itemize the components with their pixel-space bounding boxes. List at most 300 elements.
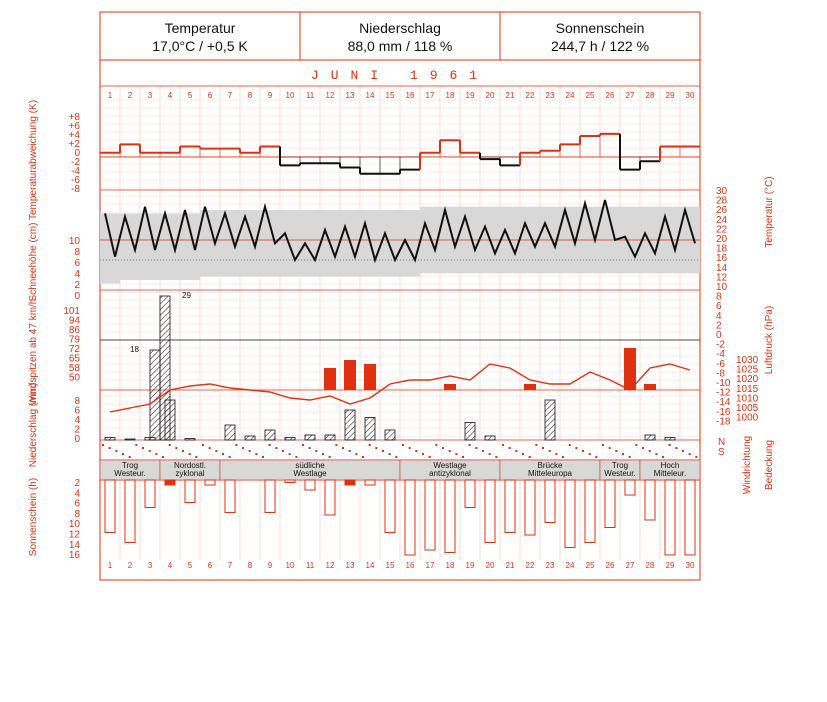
weather-type-label: zyklonal xyxy=(175,469,205,478)
sunshine-bar xyxy=(145,480,155,508)
temp-title: Temperatur xyxy=(164,20,236,36)
day-label: 26 xyxy=(605,91,615,100)
day-label: 11 xyxy=(305,561,315,570)
sunshine-bar xyxy=(185,480,195,503)
temp-dev-bar xyxy=(340,157,360,168)
day-label: 22 xyxy=(525,91,535,100)
sunshine-bar xyxy=(305,480,315,490)
wind-dir-dot xyxy=(622,453,624,455)
wind-dir-dot xyxy=(322,453,324,455)
tick-temperature: 22 xyxy=(716,224,728,236)
day-label: 15 xyxy=(385,91,395,100)
temp-dev-bar xyxy=(120,144,140,157)
wind-dir-dot xyxy=(349,450,351,452)
tick-temperature: 18 xyxy=(716,243,728,255)
tick-wind: 79 xyxy=(68,334,80,346)
tick-sun: 14 xyxy=(68,539,80,551)
tick-temperature: -14 xyxy=(716,397,731,409)
weather-type-label: antizyklonal xyxy=(429,469,471,478)
tick-wind-dir: S xyxy=(718,447,725,458)
weather-type-label: Nordostl. xyxy=(173,461,207,470)
tick-snow: 4 xyxy=(74,269,80,280)
wind-dir-dot xyxy=(582,450,584,452)
wind-dir-dot xyxy=(695,456,697,458)
sunshine-bar xyxy=(525,480,535,535)
axis-label-temp-dev: Temperaturabweichung (K) xyxy=(28,99,39,221)
day-label: 13 xyxy=(345,91,355,100)
wind-dir-dot xyxy=(135,444,137,446)
sunshine-bar xyxy=(265,480,275,513)
day-label: 29 xyxy=(665,561,675,570)
wind-dir-dot xyxy=(489,453,491,455)
temp-dev-bar xyxy=(580,136,600,157)
wind-dir-dot xyxy=(675,447,677,449)
sunshine-bar xyxy=(205,480,215,485)
pressure-bar xyxy=(324,368,336,390)
wind-dir-dot xyxy=(342,447,344,449)
wind-dir-dot xyxy=(222,453,224,455)
wind-dir-dot xyxy=(189,453,191,455)
wind-dir-dot xyxy=(355,453,357,455)
day-label: 6 xyxy=(207,91,213,100)
wind-dir-dot xyxy=(129,456,131,458)
tick-temperature: 26 xyxy=(716,205,728,217)
weather-type-label: Mitteleur. xyxy=(653,469,687,478)
sunshine-bar xyxy=(685,480,695,555)
sunshine-bar xyxy=(485,480,495,543)
temp-dev-bar xyxy=(380,157,400,174)
wind-dir-dot xyxy=(615,450,617,452)
sunshine-bar xyxy=(585,480,595,543)
tick-temp-dev: 0 xyxy=(74,148,80,159)
wind-dir-dot xyxy=(655,453,657,455)
tick-temperature: 10 xyxy=(716,282,728,293)
sunshine-bar xyxy=(665,480,675,555)
pressure-bar xyxy=(624,348,636,390)
day-label: 2 xyxy=(127,91,133,100)
day-label: 1 xyxy=(107,561,113,570)
sunshine-bar xyxy=(385,480,395,533)
day-label: 16 xyxy=(405,561,415,570)
day-label: 9 xyxy=(267,561,273,570)
wind-dir-dot xyxy=(575,447,577,449)
tick-temp-dev: +8 xyxy=(68,112,80,123)
day-label: 20 xyxy=(485,561,495,570)
tick-wind: 65 xyxy=(68,353,80,365)
day-label: 14 xyxy=(365,91,375,100)
weather-type-label: Westeur. xyxy=(114,469,146,478)
sunshine-bar xyxy=(365,480,375,485)
sunshine-bar xyxy=(345,480,355,485)
day-label: 21 xyxy=(505,91,515,100)
tick-pressure: 1005 xyxy=(736,403,759,414)
wind-dir-dot xyxy=(475,447,477,449)
pressure-bar xyxy=(644,384,656,390)
sunshine-bar xyxy=(445,480,455,553)
day-label: 5 xyxy=(187,91,193,100)
sunshine-bar xyxy=(105,480,115,533)
normal-range-band xyxy=(300,210,320,277)
wind-dir-dot xyxy=(369,444,371,446)
wind-dir-dot xyxy=(409,447,411,449)
precip-bar xyxy=(545,400,555,440)
precip-bar xyxy=(105,438,115,441)
wind-dir-dot xyxy=(209,447,211,449)
tick-temp-dev: +4 xyxy=(68,130,80,141)
precip-bar xyxy=(345,410,355,440)
precip-bar xyxy=(665,438,675,441)
wind-dir-dot xyxy=(262,456,264,458)
wind-dir-dot xyxy=(229,456,231,458)
tick-pressure: 1020 xyxy=(736,374,759,386)
wind-dir-dot xyxy=(335,444,337,446)
tick-temperature: 20 xyxy=(716,234,728,245)
day-label: 26 xyxy=(605,561,615,570)
pressure-bar xyxy=(524,384,536,390)
sun-value: 244,7 h / 122 % xyxy=(550,38,650,54)
wind-dir-dot xyxy=(249,450,251,452)
wind-dir-dot xyxy=(235,444,237,446)
day-label: 22 xyxy=(525,561,535,570)
weather-type-label: Mitteleuropa xyxy=(527,469,573,478)
axis-label-sun: Sonnenschein (h) xyxy=(28,477,39,557)
wind-dir-dot xyxy=(415,450,417,452)
tick-temperature: -2 xyxy=(716,339,725,351)
wind-dir-dot xyxy=(442,447,444,449)
temp-dev-bar xyxy=(620,157,640,170)
wind-dir-dot xyxy=(449,450,451,452)
precip-bar xyxy=(325,435,335,440)
day-label: 19 xyxy=(465,91,475,100)
wind-dir-dot xyxy=(662,456,664,458)
day-label: 12 xyxy=(325,561,335,570)
day-label: 3 xyxy=(147,91,153,100)
normal-range-band xyxy=(260,210,280,277)
tick-wind-dir: N xyxy=(718,437,726,448)
day-label: 7 xyxy=(227,561,233,570)
sunshine-bar xyxy=(285,480,295,483)
day-label: 30 xyxy=(685,561,695,570)
tick-temp-dev: +2 xyxy=(68,139,80,150)
chart-header xyxy=(100,12,700,60)
tick-wind: 72 xyxy=(68,344,80,355)
normal-range-band xyxy=(140,213,160,280)
day-label: 19 xyxy=(465,561,475,570)
wind-dir-dot xyxy=(529,456,531,458)
wind-dir-dot xyxy=(215,450,217,452)
day-label: 6 xyxy=(207,561,213,570)
day-labels-top xyxy=(108,91,695,100)
tick-pressure: 1000 xyxy=(736,412,759,424)
tick-sun: 8 xyxy=(74,508,80,520)
axis-label-wind-dir: Windrichtung xyxy=(742,435,753,495)
precip-bar xyxy=(285,438,295,441)
left-ticks xyxy=(63,112,80,561)
tick-wind: 94 xyxy=(68,315,80,327)
sunshine-bar xyxy=(625,480,635,495)
precip-bar xyxy=(125,439,135,440)
wind-dir-dot xyxy=(562,456,564,458)
gust-label: 18 xyxy=(130,345,139,354)
tick-sun: 10 xyxy=(68,519,80,531)
weather-type-label: Trog xyxy=(121,461,139,470)
wind-dir-dot xyxy=(635,444,637,446)
day-label: 13 xyxy=(345,561,355,570)
tick-pressure: 1010 xyxy=(736,393,759,405)
day-label: 23 xyxy=(545,91,555,100)
day-label: 17 xyxy=(425,91,435,100)
day-label: 28 xyxy=(645,561,655,570)
tick-temperature: -6 xyxy=(716,358,725,370)
day-label: 24 xyxy=(565,91,575,100)
wind-dir-dot xyxy=(402,444,404,446)
wind-dir-dot xyxy=(462,456,464,458)
axis-label-pressure: Luftdruck (hPa) xyxy=(764,305,775,375)
wind-dir-dot xyxy=(649,450,651,452)
wind-dir-dot xyxy=(309,447,311,449)
day-label: 8 xyxy=(247,91,253,100)
precip-bar xyxy=(145,438,155,441)
day-label: 14 xyxy=(365,561,375,570)
day-label: 21 xyxy=(505,561,515,570)
tick-temperature: 12 xyxy=(716,272,728,284)
day-label: 3 xyxy=(147,561,153,570)
sunshine-bar xyxy=(465,480,475,508)
tick-temperature: 0 xyxy=(716,330,722,341)
wind-dir-dot xyxy=(142,447,144,449)
wind-dir-dot xyxy=(382,450,384,452)
day-label: 4 xyxy=(167,91,173,100)
wind-dir-dot xyxy=(595,456,597,458)
wind-dir-dot xyxy=(482,450,484,452)
wind-dir-dot xyxy=(509,447,511,449)
wind-dir-dot xyxy=(629,456,631,458)
pressure-bar xyxy=(364,364,376,390)
weather-type-label: südliche xyxy=(295,461,325,470)
wind-dir-dot xyxy=(242,447,244,449)
wind-dir-dot xyxy=(495,456,497,458)
day-label: 9 xyxy=(267,91,273,100)
wind-dir-dot xyxy=(315,450,317,452)
tick-temperature: 6 xyxy=(716,301,722,313)
wind-dir-dot xyxy=(175,447,177,449)
sunshine-bar xyxy=(505,480,515,533)
day-label: 11 xyxy=(305,91,315,100)
tick-snow: 6 xyxy=(74,258,80,269)
wind-dir-dot xyxy=(115,450,117,452)
precip-bar xyxy=(485,436,495,440)
tick-temperature: 24 xyxy=(716,214,728,226)
precip-bar xyxy=(465,423,475,441)
wind-dir-dot xyxy=(295,456,297,458)
axis-label-precip: Niederschlag (mm) xyxy=(28,382,39,468)
wind-dir-dot xyxy=(275,447,277,449)
temp-dev-bar xyxy=(560,144,580,157)
wind-dir-dot xyxy=(535,444,537,446)
precip-bar xyxy=(225,425,235,440)
tick-wind: 50 xyxy=(68,372,80,384)
tick-temp-dev: -6 xyxy=(71,175,80,186)
day-label: 30 xyxy=(685,91,695,100)
tick-temperature: 30 xyxy=(716,186,728,197)
month-title: JUNI 1961 xyxy=(310,68,490,83)
weather-type-band xyxy=(100,460,700,480)
tick-temperature: 2 xyxy=(716,320,722,332)
wind-dir-dot xyxy=(395,456,397,458)
temp-dev-bar xyxy=(440,140,460,157)
day-label: 24 xyxy=(565,561,575,570)
day-label: 10 xyxy=(285,91,295,100)
wind-dir-dot xyxy=(289,453,291,455)
day-label: 25 xyxy=(585,561,595,570)
tick-wind: 86 xyxy=(68,325,80,336)
tick-temperature: -4 xyxy=(716,349,725,361)
sunshine-bar xyxy=(225,480,235,513)
gust-label: 29 xyxy=(182,291,191,300)
precip-bar xyxy=(385,430,395,440)
wind-dir-dot xyxy=(149,450,151,452)
day-labels-bottom xyxy=(108,561,695,570)
wind-dir-dot xyxy=(669,444,671,446)
day-label: 12 xyxy=(325,91,335,100)
wind-dir-dot xyxy=(182,450,184,452)
tick-temperature: 8 xyxy=(716,291,722,303)
temp-dev-bar xyxy=(220,149,240,157)
temp-dev-bar xyxy=(600,134,620,157)
day-label: 28 xyxy=(645,91,655,100)
wind-dir-dot xyxy=(302,444,304,446)
wind-dir-dot xyxy=(689,453,691,455)
axis-label-cloud: Bedeckung xyxy=(764,439,775,491)
wind-dir-dot xyxy=(375,447,377,449)
wind-dir-dot xyxy=(429,456,431,458)
wind-dir-dot xyxy=(569,444,571,446)
wind-dir-dot xyxy=(549,450,551,452)
sunshine-bar xyxy=(545,480,555,523)
wind-dir-dot xyxy=(122,453,124,455)
tick-sun: 6 xyxy=(74,498,80,510)
wind-dir-dot xyxy=(329,456,331,458)
tick-sun: 16 xyxy=(68,550,80,562)
day-label: 1 xyxy=(107,91,113,100)
sunshine-bar xyxy=(165,480,175,485)
wind-dir-dot xyxy=(282,450,284,452)
tick-temp-dev: -8 xyxy=(71,184,80,195)
axis-label-snow: Schneehöhe (cm) xyxy=(28,222,39,302)
wind-dir-dot xyxy=(109,447,111,449)
wind-dir-dot xyxy=(455,453,457,455)
tick-temperature: -16 xyxy=(716,406,731,418)
wind-dir-dot xyxy=(542,447,544,449)
precip-bar xyxy=(365,418,375,441)
day-label: 2 xyxy=(127,561,133,570)
wind-dir-dot xyxy=(422,453,424,455)
tick-temperature: -10 xyxy=(716,378,731,389)
day-label: 29 xyxy=(665,91,675,100)
tick-temperature: 14 xyxy=(716,262,728,274)
wind-dir-dot xyxy=(602,444,604,446)
day-label: 25 xyxy=(585,91,595,100)
weather-type-label: Brücke xyxy=(537,461,563,470)
temp-dev-bar xyxy=(400,157,420,170)
tick-temperature: -12 xyxy=(716,387,731,399)
wind-dir-dot xyxy=(195,456,197,458)
wind-dir-dot xyxy=(269,444,271,446)
wind-dir-dot xyxy=(502,444,504,446)
weather-type-label: Trog xyxy=(611,461,629,470)
sunshine-bar xyxy=(645,480,655,520)
wind-dir-dot xyxy=(522,453,524,455)
day-label: 18 xyxy=(445,561,455,570)
axis-label-wind: Windspitzen ab 47 km/h xyxy=(28,298,39,406)
tick-pressure: 1025 xyxy=(736,364,759,376)
precip-bar xyxy=(245,436,255,440)
day-label: 23 xyxy=(545,561,555,570)
day-label: 5 xyxy=(187,561,193,570)
tick-snow: 0 xyxy=(74,291,80,302)
right-ticks xyxy=(716,186,759,458)
temp-dev-bar xyxy=(360,157,380,174)
tick-sun: 4 xyxy=(74,488,80,500)
weather-type-label: Westeur. xyxy=(604,469,636,478)
gust-bar xyxy=(150,350,160,440)
pressure-bar xyxy=(344,360,356,390)
tick-temp-dev: -4 xyxy=(71,166,80,177)
sunshine-bar xyxy=(325,480,335,515)
temp-value: 17,0°C / +0,5 K xyxy=(152,38,248,54)
day-label: 27 xyxy=(625,91,635,100)
tick-temp-dev: +6 xyxy=(68,121,80,132)
precip-bar xyxy=(265,430,275,440)
wind-dir-dot xyxy=(555,453,557,455)
sunshine-bar xyxy=(405,480,415,555)
tick-sun: 12 xyxy=(68,529,80,541)
wind-dir-dot xyxy=(469,444,471,446)
pressure-bar xyxy=(444,384,456,390)
day-label: 17 xyxy=(425,561,435,570)
normal-range-band xyxy=(280,210,300,277)
wind-dir-dot xyxy=(255,453,257,455)
tick-temp-dev: -2 xyxy=(71,157,80,168)
day-label: 27 xyxy=(625,561,635,570)
tick-precip: 8 xyxy=(74,396,80,407)
wind-dir-dot xyxy=(642,447,644,449)
tick-snow: 2 xyxy=(74,280,80,291)
day-label: 16 xyxy=(405,91,415,100)
wind-dir-dot xyxy=(169,444,171,446)
tick-precip: 2 xyxy=(74,424,80,436)
weather-type-label: Westlage xyxy=(293,469,327,478)
tick-temperature: -8 xyxy=(716,368,725,380)
sunshine-bar xyxy=(565,480,575,548)
tick-temperature: -18 xyxy=(716,416,731,428)
wind-dir-dot xyxy=(435,444,437,446)
day-label: 18 xyxy=(445,91,455,100)
temperature-plot xyxy=(100,200,700,283)
tick-sun: 2 xyxy=(74,478,80,489)
weather-type-label: Hoch xyxy=(660,461,680,470)
day-label: 8 xyxy=(247,561,253,570)
wind-dir-dot xyxy=(515,450,517,452)
precip-bar xyxy=(645,435,655,440)
precip-bar xyxy=(305,435,315,440)
tick-wind: 58 xyxy=(68,363,80,374)
wind-dir-dot xyxy=(682,450,684,452)
wind-dir-dot xyxy=(389,453,391,455)
tick-precip: 4 xyxy=(74,415,80,426)
normal-range-band xyxy=(180,213,200,280)
tick-pressure: 1015 xyxy=(736,383,759,395)
